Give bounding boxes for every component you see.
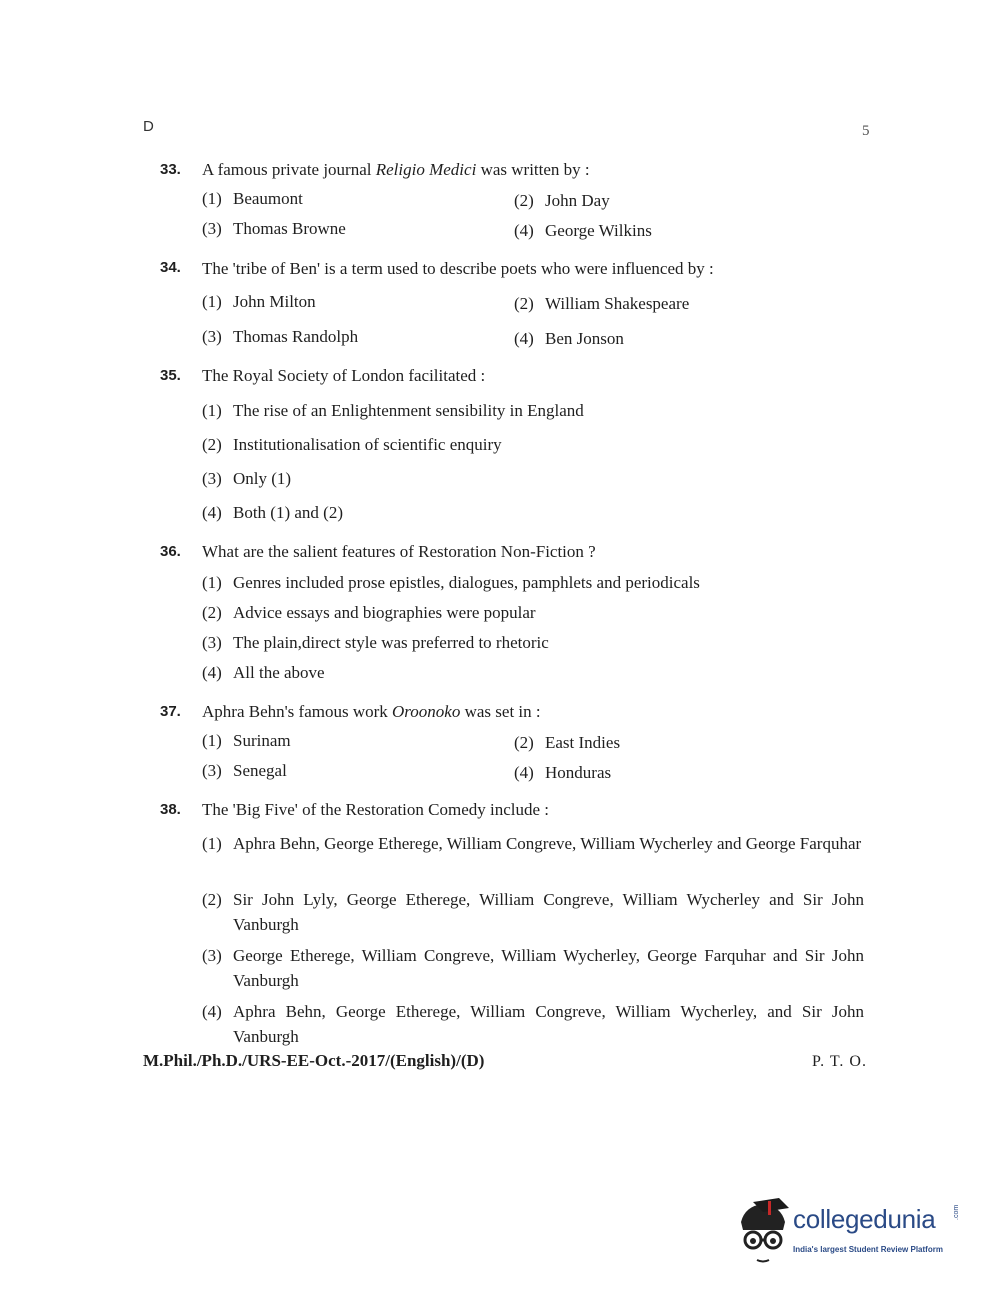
question-number: 34.	[160, 259, 181, 276]
option-1: (1) Aphra Behn, George Etherege, William Congreve, William Wycherley and George Farquhar	[202, 834, 862, 853]
logo-tagline: India's largest Student Review Platform	[793, 1245, 943, 1254]
option-2: (2) William Shakespeare	[514, 294, 690, 313]
option-1: (1) John Milton	[202, 292, 316, 311]
booklet-series: D	[143, 118, 154, 135]
option-2: (2) Institutionalisation of scientific enquiry	[202, 435, 502, 454]
option-3: (3) Thomas Browne	[202, 219, 346, 238]
question-number: 33.	[160, 161, 181, 178]
mascot-icon	[735, 1196, 793, 1266]
question-text: The Royal Society of London facilitated :	[202, 366, 486, 385]
exam-code: M.Phil./Ph.D./URS-EE-Oct.-2017/(English)/(D)	[143, 1051, 485, 1070]
option-4: (4) Both (1) and (2)	[202, 503, 344, 522]
question-number: 38.	[160, 801, 181, 818]
question-text: The 'Big Five' of the Restoration Comedy include :	[202, 800, 550, 819]
option-2: (2) Advice essays and biographies were popular	[202, 603, 536, 622]
option-4: (4) Honduras	[514, 763, 612, 782]
option-4: (4) All the above	[202, 663, 325, 682]
option-2: (2) East Indies	[514, 733, 621, 752]
option-3: (3) The plain,direct style was preferred to rhetoric	[202, 633, 549, 652]
option-2: (2) John Day	[514, 191, 610, 210]
option-4: (4) George Wilkins	[514, 221, 652, 240]
question-number: 35.	[160, 367, 181, 384]
option-3: (3) Only (1)	[202, 469, 292, 488]
option-2: (2) Sir John Lyly, George Etherege, William Congreve, William Wycherley and Sir John Vanburgh	[202, 890, 864, 934]
question-text: The 'tribe of Ben' is a term used to describe poets who were influenced by :	[202, 259, 714, 278]
logo-suffix: .com	[953, 1204, 960, 1220]
option-4: (4) Aphra Behn, George Etherege, William Congreve, William Wycherley, and Sir John Vanburgh	[202, 1002, 864, 1046]
question-text: What are the salient features of Restoration Non-Fiction ?	[202, 542, 596, 561]
option-1: (1) Surinam	[202, 731, 291, 750]
option-1: (1) Beaumont	[202, 189, 303, 208]
logo-wordmark: collegedunia	[793, 1204, 936, 1234]
option-1: (1) The rise of an Enlightenment sensibility in England	[202, 401, 584, 420]
collegedunia-logo	[735, 1196, 960, 1266]
option-3: (3) Senegal	[202, 761, 287, 780]
option-3: (3) George Etherege, William Congreve, William Wycherley, George Farquhar and Sir John Vanburgh	[202, 946, 864, 990]
page-number: 5	[862, 123, 870, 139]
question-text: Aphra Behn's famous work Oroonoko was set in :	[202, 702, 541, 721]
option-1: (1) Genres included prose epistles, dialogues, pamphlets and periodicals	[202, 573, 700, 592]
question-text: A famous private journal Religio Medici was written by :	[202, 160, 590, 179]
option-4: (4) Ben Jonson	[514, 329, 624, 348]
question-number: 37.	[160, 703, 181, 720]
please-turn-over: P. T. O.	[812, 1053, 867, 1070]
question-number: 36.	[160, 543, 181, 560]
option-3: (3) Thomas Randolph	[202, 327, 359, 346]
